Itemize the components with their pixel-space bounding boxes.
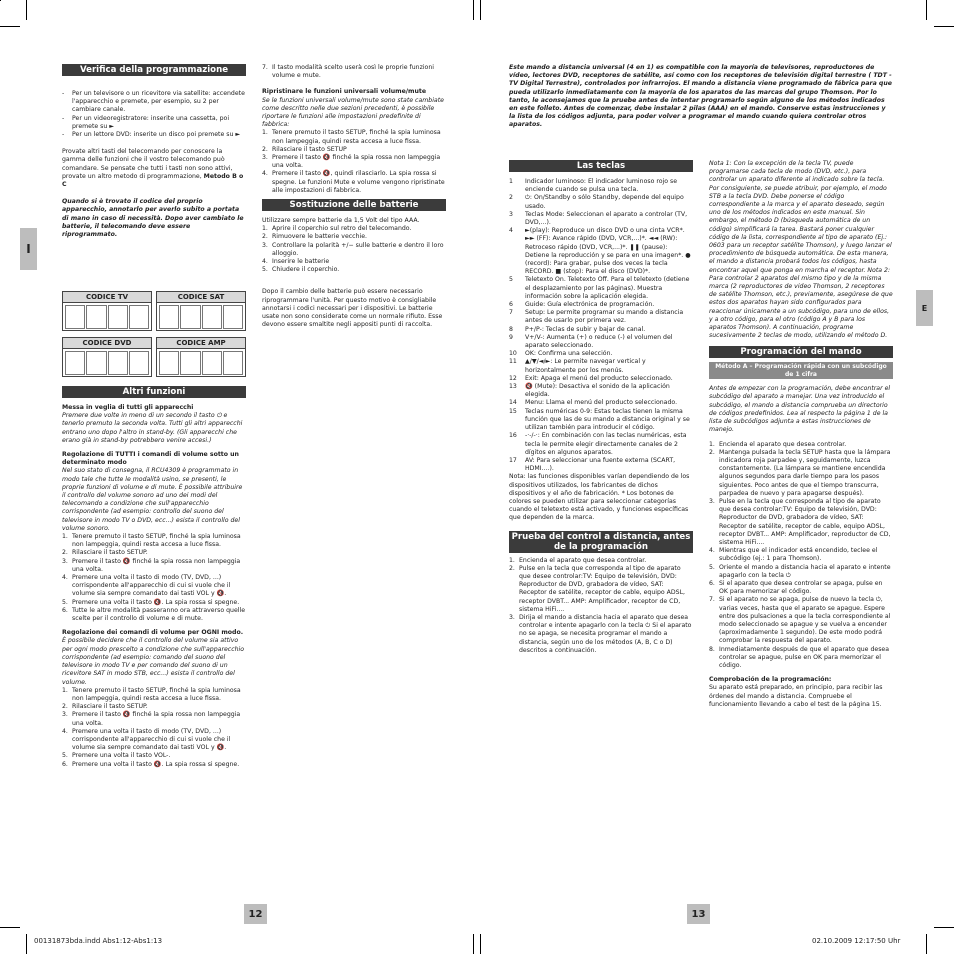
list-item: 5. Premere una volta il tasto 🔇. La spia rossa si spegne. [62,598,240,606]
list-item: 9 V+/V-: Aumenta (+) o reduce (-) el volumen del aparato seleccionado. [509,333,673,350]
list-item: 7. Si el aparato no se apaga, pulse de nuevo la tecla ⏻, varias veces, hasta que el aparato se apague. Espere entre dos pulsaciones a que la tecla correspondiente al modo seleccionado se apague y se vuelva a encender (aproximadamente 1 segundo). De este modo podrá comprobar la respuesta del aparato. [709,596,891,645]
crop-mark [0,26,20,27]
column-left [62,64,246,239]
list-item: 6. Tutte le altre modalità passeranno ora attraverso quelle scelte per il controllo di volume e di mute. [62,606,246,623]
list-item: 6. Premere una volta il tasto 🔇. La spia rossa si spegne. [62,760,240,768]
code-cell[interactable] [223,351,243,375]
list-item: 4 ►(play): Reproduce un disco DVD o una cinta VCR*. ►► (FF): Avance rápido (DVD, VCR,...)*. ◄◄ (RW): Retroceso rápido (DVD, VCR,...)*. ❚❚ (pause): Detiene la reproducción y se para en una imagen*. ● (record): Para grabar, pulse dos veces la tecla RECORD. ■ (stop): Para el disco (DVD)*. [509,227,691,276]
comp-text: Su aparato está preparado, en principio, para recibir las órdenes del mando a distancia. Compruebe el funcionamiento llevando a cabo el test de la página 15. [709,684,883,708]
page-number-left: 12 [244,904,267,924]
list-item: 2. Rilasciare il tasto SETUP. [62,549,148,557]
code-box-tv [62,291,152,331]
step-seven [262,64,446,80]
batt-intro: Utilizzare sempre batterie da 1,5 Volt del tipo AAA. [262,217,420,225]
reg2-steps [62,687,246,769]
batt-steps [262,225,446,274]
list-item: 1. Tenere premuto il tasto SETUP, finché la spia luminosa non lampeggia, quindi resta accesa a luce fissa. [62,686,241,702]
crop-mark [26,934,27,954]
list-item: 1 Indicador luminoso: El indicador luminoso rojo se enciende cuando se pulsa una tecla. [509,178,678,194]
intro-text: Este mando a distancia universal (4 en 1) es compatible con la mayoría de televisores, reproductores de vídeo, lectores DVD, receptores de satélite, así como con los receptores de televisión digital terrestre ( TDT - TV Digital Terrestre), controlados por infrarrojos. El mando a distancia viene programado de fábrica para que pueda utilizarlo inmediatamente con la mayoría de los aparatos de las marcas del grupo Thomson. Por lo tanto, le aconsejamos que la pruebe antes de intentar programarlo según alguno de los métodos indicados en este folleto. Antes de comenzar, debe instalar 2 pilas (AAA) en el mando. Conserve estas instrucciones y la lista de los códigos adjunta, para poder volver a programar el mando cuando quiera controlar otros aparatos. [509,64,892,129]
crop-mark [0,927,20,928]
list-item: 5 Teletexto On. Teletexto Off. Para el teletexto (detiene el desplazamiento por las páginas). Muestra información sobre la aplicación elegida. [509,276,690,300]
crop-mark [26,0,27,20]
crop-mark [926,934,927,954]
list-item: 4. Premere il tasto 🔇, quindi rilasciarlo. La spia rossa si spegne. Le funzioni Mute e volume vengono ripristinate alle impostazioni di fabbrica. [262,170,445,194]
code-box-title: CODICE SAT [157,292,245,303]
batt-heading: Sostituzione delle batterie [262,199,446,211]
crop-mark [0,0,1,1]
list-item: - Per un lettore DVD: inserite un disco poi premete su ► [62,131,246,139]
list-item: 15 Teclas numéricas 0-9: Estas teclas tienen la misma función que las de su mando a distancia original y se utilizan también para introducir el código. [509,407,690,432]
prueba-steps [509,557,693,655]
comp-title: Comprobación de la programación: [709,676,832,684]
batt-paragraph: Dopo il cambio delle batterie può essere necessario riprogrammare l'unità. Per questo motivo è consigliabile annotarsi i codici necessari per i dispositivi. Le batterie usate non sono considerate come un normale rifiuto. Esse devono essere smaltite negli appositi punti di raccolta. [262,288,443,329]
column-left-lower [62,386,246,769]
footer-date: 02.10.2009 12:17:50 Uhr [812,937,901,945]
code-cell[interactable] [65,351,85,375]
list-item: 6. Si el aparato que desea controlar se apaga, pulse en OK para memorizar el código. [709,579,883,596]
verifica-heading: Verifica della programmazione [62,64,246,76]
list-item: 3. Controllare la polarità +/− sulle batterie e dentro il loro alloggio. [262,241,444,257]
list-item: - Per un videoregistratore: inserite una cassetta, poi premete su ► [62,115,246,131]
reg2-text: È possibile decidere che il controllo del volume sia attivo per ogni modo prescelto a condizione che sull'apparecchio corrispondente (ad esempio: comando del suono del televisore in modo TV e per comando del suono di un ricevitore SAT in modo STB, ecc...) esista il controllo del volume. [62,637,245,686]
notes-text: Nota 1: Con la excepción de la tecla TV, puede programarse cada tecla de modo (DVD, etc.), para controlar un aparato diferente al indicado sobre la tecla. Por consiguiente, se puede atribuir, por ejemplo, el modo STB a la tecla DVD. Debe ponerse el código correspondiente a la marca y el aparato deseado, según uno de los métodos indicados en este manual. Sin embargo, el método D (búsqueda automática de un código) simplificará la tarea. Bastará poner cualquier código de la lista, correspondiente al tipo de aparato (Ej.: 0603 para un receptor satélite Thomson), y luego lanzar el procedimiento de búsqueda automática. De esta manera, el mando a distancia probará todos los códigos, hasta encontrar aquel que ponga en marcha el receptor. Nota 2: Para controlar 2 aparatos del mismo tipo y de la misma marca (2 reproductores de video Thomson, 2 receptores de satélite Thomson, etc.), previamente, asegúrese de que estos dos aparatos hayan sido configurados para reaccionar únicamente a un subcódigo, para uno de ellos, y a otro código, para el otro (código A y B para los aparatos Thomson). A continuación, programe sucesivamente 2 teclas de modo, utilizando el método D. [709,160,893,340]
column-mid [262,64,446,329]
crop-mark [934,26,954,27]
prog-heading: Programación del mando [709,346,893,358]
list-item: 2 ⏻: On/Standby o sólo Standby, depende del equipo usado. [509,194,684,210]
list-item: 14 Menu: Llama el menú del producto seleccionado. [509,399,678,407]
teclas-note: Nota: las funciones disponibles varían dependiendo de los dispositivos utilizados, los fabricantes de dichos dispositivos y el año de fabricación. * Los botones de colores se pueden utilizar para seleccionar categorías cuando el teletexto está activado, y funciones específicas que dependen de la marca. [509,473,690,522]
spanish-intro [509,64,893,130]
crop-mark [934,927,954,928]
code-box-sat [156,291,246,331]
list-item: 1. Tenere premuto il tasto SETUP, finché la spia luminosa non lampeggia, quindi resta accesa a luce fissa. [62,533,241,549]
list-item: 10 OK: Confirma una selección. [509,350,613,358]
list-item: 2. Rilasciare il tasto SETUP [262,145,347,153]
code-box-title: CODICE TV [63,292,151,303]
list-item: 4. Mientras que el indicador está encendido, teclee el subcódigo (ej.: 1 para Thomson). [709,547,878,563]
code-cell[interactable] [65,305,85,329]
code-box-title: CODICE DVD [63,338,151,349]
list-item: 12 Exit: Apaga el menú del producto seleccionado. [509,374,673,382]
reg-steps [62,533,246,623]
crop-mark [473,0,474,20]
metodo-steps [709,441,893,671]
code-box-title: CODICE AMP [157,338,245,349]
code-cell[interactable] [129,351,149,375]
list-item: 16 -·-/-·: En combinación con las teclas numéricas, esta tecla le permite elegir directamente canales de 2 dígitos en algunos aparatos. [509,432,687,456]
code-cell[interactable] [108,305,128,329]
code-box-amp [156,337,246,377]
list-item: 3. Premere il tasto 🔇 finché la spia rossa non lampeggia una volta. [62,711,241,727]
footer-file: 00131873bda.indd Abs1:12-Abs1:13 [34,937,163,945]
code-cell[interactable] [180,305,200,329]
code-cell[interactable] [180,351,200,375]
list-item: 3. Dirija el mando a distancia hacia el aparato que desea controlar e intente apagarlo con la tecla ⏻ Si el aparato no se apaga, se necesita programar el mando a distancia, según uno de los métodos (A, B, C o D) descritos a continuación. [509,613,692,654]
list-item: 5. Oriente el mando a distancia hacia el aparato e intente apagarlo con la tecla ⏻ [709,563,891,579]
reg-text: Nel suo stato di consegna, il RCU4309 è programmato in modo tale che tutte le modalità usino, se presenti, le proprie funzioni di volume e di mute. È possibile attribuire il controllo del volume sonoro ad uno dei modi del telecomando a condizione che sull'apparecchio corrispondente (ad esempio: controllo del suono del televisore in modo TV o DVD, ecc...) esista il controllo del volume sonoro. [62,467,243,532]
list-item: 4. Inserire le batterie [262,258,330,266]
prueba-heading: Prueba del control a distancia, antes de la programación [509,531,693,553]
code-cell[interactable] [86,351,106,375]
list-item: 1. Tenere premuto il tasto SETUP, finché la spia luminosa non lampeggia, quindi resta accesa a luce fissa. [262,129,441,145]
verifica-list [62,90,246,139]
list-item: 2. Pulse en la tecla que corresponda al tipo de aparato que desee controlar:TV: Equipo de televisión, DVD: Reproductor de DVD, grabadora de vídeo, SAT: Receptor de satélite, receptor de cable, equipo ADSL, receptor DVBT... AMP: Amplificador, receptor de CD, sistema HiFi.... [509,564,685,613]
list-item: 7 Setup: Le permite programar su mando a distancia antes de usarlo por primera vez. [509,309,684,325]
crop-mark [480,934,481,954]
ripr-title: Ripristinare le funzioni universali volume/mute [262,88,427,96]
code-cell[interactable] [223,305,243,329]
list-item: 8 P+/P-: Teclas de subir y bajar de canal. [509,325,646,333]
language-tab-italian: I [20,228,37,270]
list-item: 3. Premere il tasto 🔇 finché la spia rossa non lampeggia una volta. [262,154,441,170]
list-item: 1. Aprire il coperchio sul retro del telecomando. [262,225,412,233]
metodo-text: Antes de empezar con la programación, debe encontrar el subcódigo del aparato a manejar. Una vez introducido el subcódigo, el mando a distancia comprueba un directorio de códigos predefinidos. Lea al respecto la página 1 de la lista de subcódigos adjunta a estas instrucciones de manejo. [709,385,891,434]
list-item: 1. Encienda el aparato que desea controlar. [709,440,847,448]
code-box-dvd [62,337,152,377]
veglia-text: Premere due volte in meno di un secondo il tasto ⏻ e tenerlo premuto la seconda volta. Tutti gli altri apparecchi entrano uno dopo l'altro in stand-by. (Gli apparecchi che erano già in stand-by potrebbero venire accesi.) [62,412,243,444]
reg-title: Regolazione di TUTTI i comandi di volume sotto un determinato modo [62,451,239,467]
teclas-list [509,178,693,473]
code-cell[interactable] [108,351,128,375]
crop-mark [480,0,481,20]
ripr-steps [262,129,446,195]
altri-heading: Altri funzioni [62,386,246,398]
list-item: 2. Mantenga pulsada la tecla SETUP hasta que la lámpara indicadora roja parpadee y, seguidamente, luzca constantemente. (La lámpara se mantiene encendida algunos segundos para darle tiempo para los pasos siguientes. Poco antes de que el tiempo transcurra, parpadea de nuevo y para apagarse después). [709,448,891,497]
list-item: 2. Rilasciare il tasto SETUP. [62,703,148,711]
list-item: 5. Chiudere il coperchio. [262,266,340,274]
verifica-note: Quando si è trovato il codice del proprio apparecchio, annotarlo per averlo subito a portata di mano in caso di necessità. Dopo aver cambiato le batterie, il telecomando deve essere riprogrammato. [62,198,244,239]
list-item: 7. Il tasto modalità scelto userà così le proprie funzioni volume e mute. [262,64,434,80]
list-item: 2. Rimuovere le batterie vecchie. [262,233,367,241]
list-item: 17 AV: Para seleccionar una fuente externa (SCART, HDMI....). [509,456,676,473]
list-item: 5. Premere una volta il tasto VOL-. [62,752,171,760]
code-cell[interactable] [202,305,222,329]
list-item: 4. Premere una volta il tasto di modo (TV, DVD, ...) corrispondente all'apparecchio di cui si vuole che il volume sia sempre comandato dai tasti VOL y 🔇. [62,574,231,598]
page-number-right: 13 [687,904,710,924]
column-right [509,160,693,655]
list-item: 1. Encienda el aparato que desea controlar. [509,556,647,564]
crop-mark [926,0,927,20]
column-far-right [709,160,893,709]
crop-mark [473,934,474,954]
veglia-title: Messa in veglia di tutti gli apparecchi [62,404,194,411]
list-item: 6 Guide: Guía electrónica de programación. [509,301,655,309]
reg2-title: Regolazione dei comandi di volume per OGNI modo. [62,629,244,637]
list-item: 8. Inmediatamente después de que el aparato que desea controlar se apague, pulse en OK para memorizar el código. [709,645,890,669]
code-cell[interactable] [86,305,106,329]
list-item: 3. Premere il tasto 🔇 finché la spia rossa non lampeggia una volta. [62,557,241,573]
list-item: 4. Premere una volta il tasto di modo (TV, DVD, ...) corrispondente all'apparecchio di cui si vuole che il volume sia sempre comandato dai tasti VOL y 🔇. [62,727,231,752]
code-cell[interactable] [202,351,222,375]
language-tab-spanish: E [916,290,933,326]
ripr-text: Se le funzioni universali volume/mute sono state cambiate come descritto nelle due sezioni precedenti, è possibile riportare le funzioni alle impostazioni predefinite di fabbrica: [262,96,444,129]
verifica-paragraph: Provate altri tasti del telecomando per conoscere la gamma delle funzioni che il vostro telecomando può comandare. Se pensate che tutti i tasti non sono attivi, provate un altro metodo di programmazione, Metodo B o C [62,148,244,189]
code-cell[interactable] [159,351,179,375]
list-item: 11 ▲/▼/◄/►: Le permite navegar vertical y horizontalmente por los menús. [509,358,646,374]
list-item: 13 🔇 (Mute): Desactiva el sonido de la aplicación elegida. [509,383,670,399]
teclas-heading: Las teclas [509,160,693,172]
list-item: 3. Pulse en la tecla que corresponda al tipo de aparato que desea controlar:TV: Equipo de televisión, DVD: Reproductor de DVD, grabadora de vídeo, SAT: Receptor de satélite, receptor de cable, equipo ADSL, receptor DVBT... AMP: Amplificador, reproductor de CD, sistema HiFi.... [709,497,891,546]
metodo-heading: Método A – Programación rápida con un subcódigo de 1 cifra [709,362,893,379]
code-cell[interactable] [129,305,149,329]
list-item: 3 Teclas Mode: Seleccionan el aparato a controlar (TV, DVD,...). [509,210,688,227]
code-cell[interactable] [159,305,179,329]
list-item: - Per un televisore o un ricevitore via satellite: accendete l'apparecchio e premete, per esempio, su 2 per cambiare canale. [62,90,246,115]
